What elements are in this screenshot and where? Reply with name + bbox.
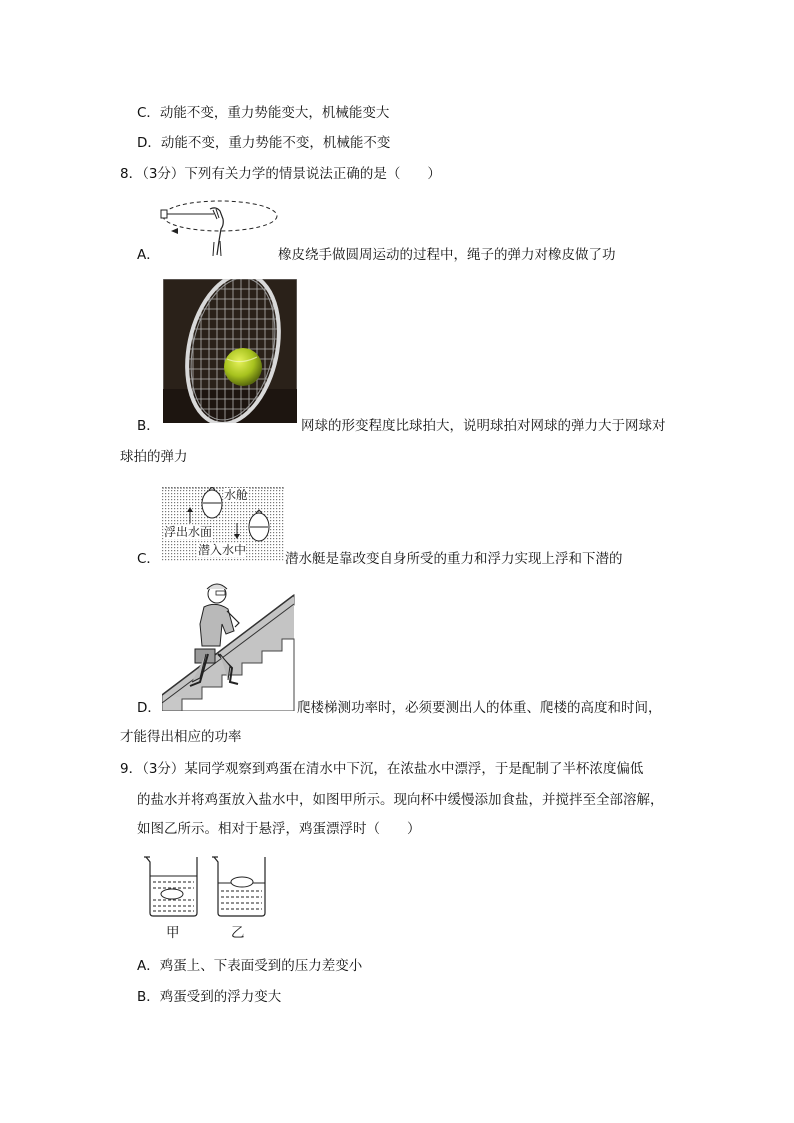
q8-option-b-letter: B．: [137, 418, 160, 434]
q8-option-b-text-2: 球拍的弹力: [120, 449, 188, 465]
tennis-racket-photo: [163, 279, 297, 423]
q8-option-c-text: 潜水艇是靠改变自身所受的重力和浮力实现上浮和下潜的: [285, 551, 623, 567]
q8-option-a-letter: A．: [137, 247, 160, 263]
beaker-label-yi: 乙: [231, 925, 245, 941]
q8-option-c-letter: C．: [137, 551, 160, 567]
q8-option-a-text: 橡皮绕手做圆周运动的过程中，绳子的弹力对橡皮做了功: [278, 247, 616, 263]
q9-stem-1: 9．（3分）某同学观察到鸡蛋在清水中下沉，在浓盐水中漂浮，于是配制了半杯浓度偏低: [120, 761, 644, 777]
q8-option-d-text-1: 爬楼梯测功率时，必须要测出人的体重、爬楼的高度和时间，: [297, 700, 662, 716]
q9-stem-3: 如图乙所示。相对于悬浮，鸡蛋漂浮时（ ）: [137, 821, 421, 837]
q8-stem: 8．（3分）下列有关力学的情景说法正确的是（ ）: [120, 166, 441, 182]
surface-label: 浮出水面: [164, 525, 213, 539]
q8-option-b-text-1: 网球的形变程度比球拍大，说明球拍对网球的弹力大于网球对: [301, 418, 666, 434]
beaker-jia: [144, 857, 197, 916]
q8-option-d-text-2: 才能得出相应的功率: [120, 729, 242, 745]
dive-label: 潜入水中: [198, 543, 247, 557]
q9-stem-2: 的盐水并将鸡蛋放入盐水中，如图甲所示。现向杯中缓慢添加食盐，并搅拌至全部溶解，: [137, 792, 664, 808]
q7-option-c: C．动能不变，重力势能变大，机械能变大: [137, 105, 390, 121]
eraser-circling-figure: [158, 195, 283, 260]
beaker-label-jia: 甲: [166, 925, 180, 941]
submarine-label: 水舱: [224, 488, 249, 502]
q9-option-a: A．鸡蛋上、下表面受到的压力差变小: [137, 958, 363, 974]
stair-climbing-figure: [162, 577, 296, 711]
beaker-yi: [212, 857, 265, 916]
submarine-figure: [162, 487, 284, 561]
q9-option-b: B．鸡蛋受到的浮力变大: [137, 989, 282, 1005]
q8-option-d-letter: D．: [137, 700, 161, 716]
q7-option-d: D．动能不变，重力势能不变，机械能不变: [137, 135, 391, 151]
beaker-figures: [143, 853, 283, 919]
